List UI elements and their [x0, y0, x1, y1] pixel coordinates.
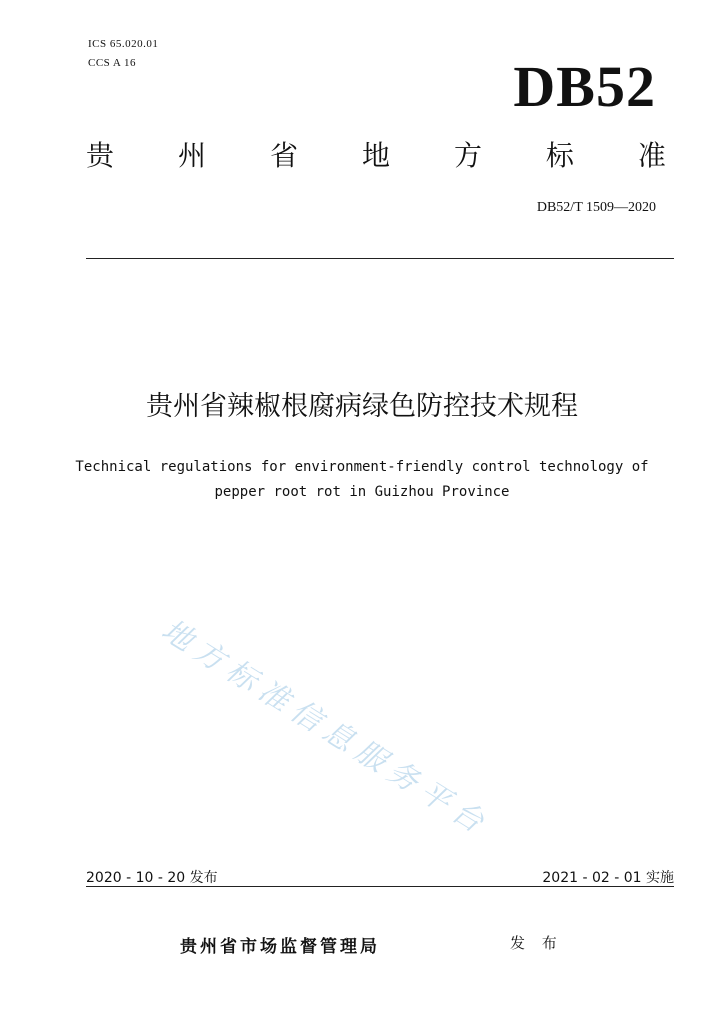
title-english — [40, 455, 684, 505]
publish-label: 发 布 — [510, 934, 563, 952]
standard-type-char: 州 — [177, 139, 206, 172]
ics-code: ICS 65.020.01 — [88, 38, 159, 50]
standard-type-char: 准 — [637, 139, 666, 172]
title-english-line: pepper root rot in Guizhou Province — [214, 484, 510, 500]
standard-code: DB52 — [513, 54, 656, 119]
issuing-authority: 贵州省市场监督管理局 — [180, 937, 380, 957]
bottom-divider — [86, 886, 674, 887]
standard-type-char: 省 — [269, 139, 298, 172]
title-english-line: Technical regulations for environment-friendly control technology of — [75, 459, 649, 475]
standard-type-char: 标 — [545, 139, 574, 172]
standard-type — [86, 139, 666, 172]
title-chinese: 贵州省辣椒根腐病绿色防控技术规程 — [146, 391, 578, 422]
standard-number: DB52/T 1509—2020 — [536, 200, 656, 215]
standard-type-char: 方 — [453, 139, 482, 172]
issue-date: 2020 - 10 - 20 发布 — [86, 870, 218, 886]
standard-type-char: 地 — [361, 139, 390, 172]
watermark: 地方标准信息服务平台 — [155, 612, 497, 844]
top-divider — [86, 258, 674, 259]
standard-type-char: 贵 — [86, 139, 115, 172]
implementation-date: 2021 - 02 - 01 实施 — [542, 870, 674, 886]
ccs-code: CCS A 16 — [88, 57, 137, 69]
